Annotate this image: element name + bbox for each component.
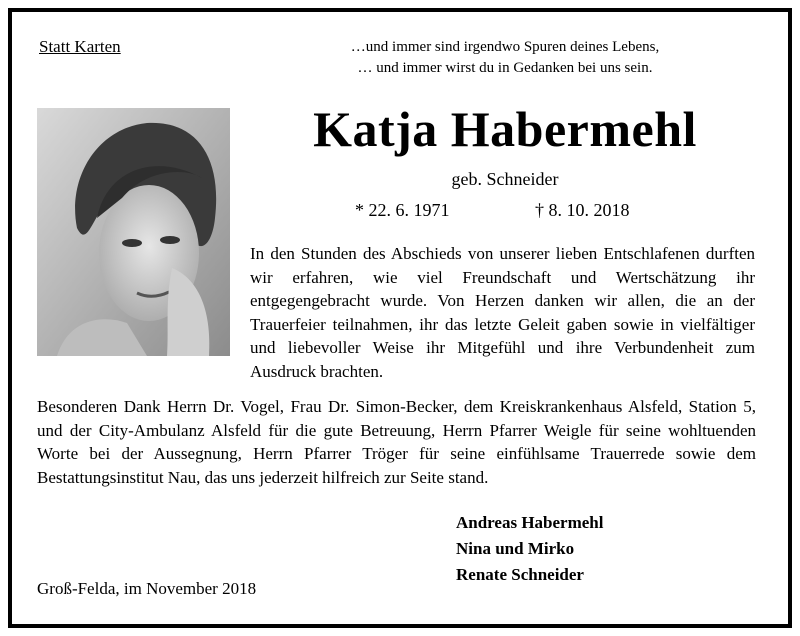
memorial-quote xyxy=(270,37,740,79)
signer-name: Renate Schneider xyxy=(456,565,584,584)
portrait-illustration xyxy=(37,108,230,356)
signers-list xyxy=(456,510,604,588)
birth-name: geb. Schneider xyxy=(451,169,559,189)
place-date: Groß-Felda, im November 2018 xyxy=(37,579,257,598)
statt-karten-label: Statt Karten xyxy=(39,37,121,56)
quote-line-2: … und immer wirst du in Gedanken bei uns sein. xyxy=(357,60,653,76)
death-date: † 8. 10. 2018 xyxy=(535,200,630,220)
birth-date: * 22. 6. 1971 xyxy=(355,200,450,220)
thanks-paragraph: In den Stunden des Abschieds von unserer lieben Entschlafenen durften wir erfahren, wie viel Freundschaft und Wertschätzung ihr entgegengebracht wurde. Von Herzen danken wir allen, die an der Trauerfeier teilnahmen, ihr das letzte Geleit gaben sowie in vielfältiger und liebevoller Weise ihr Mitgefühl und ihre Verbundenheit zum Ausdruck brachten. xyxy=(250,244,755,381)
signer-name: Nina und Mirko xyxy=(456,539,575,558)
deceased-name: Katja Habermehl xyxy=(313,101,697,157)
quote-line-1: …und immer sind irgendwo Spuren deines Lebens, xyxy=(350,39,660,55)
signer-name: Andreas Habermehl xyxy=(456,513,604,532)
special-thanks-paragraph: Besonderen Dank Herrn Dr. Vogel, Frau Dr. Simon-Becker, dem Kreiskrankenhaus Alsfeld, Station 5, und der City-Ambulanz Alsfeld für die gute Betreuung, Herrn Pfarrer Weigle für seine wohltuenden Worte bei der Aussegnung, Herrn Pfarrer Tröger für seine einfühlsame Trauerrede sowie dem Bestattungsinstitut Nau, das uns jederzeit hilfreich zur Seite stand. xyxy=(37,397,756,487)
portrait-photo xyxy=(37,108,230,356)
